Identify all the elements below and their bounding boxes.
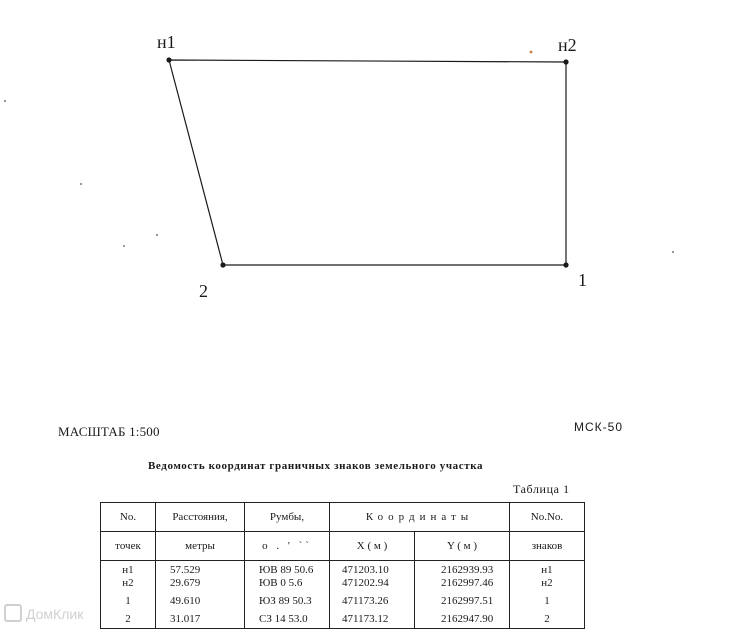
cell-sign: н2 <box>510 577 585 590</box>
parcel-boundary <box>169 60 566 265</box>
cell-point: н2 <box>101 577 156 590</box>
cell-y: 2162997.46 <box>415 577 510 590</box>
cell-x: 471173.26 <box>330 589 415 608</box>
cell-rumb: ЮЗ 89 50.3 <box>245 589 330 608</box>
cell-distance: 49.610 <box>156 589 245 608</box>
cell-point: н1 <box>101 561 156 577</box>
table-row <box>101 577 585 590</box>
header-distance: Расстояния, <box>156 503 245 532</box>
cell-x: 471173.12 <box>330 608 415 629</box>
cell-rumb: ЮВ 0 5.6 <box>245 577 330 590</box>
coordinate-system-label: МСК-50 <box>574 420 623 434</box>
cell-x: 471203.10 <box>330 561 415 577</box>
scan-speck <box>156 234 158 236</box>
cell-distance: 29.679 <box>156 577 245 590</box>
point-marker-n2 <box>563 59 568 64</box>
cell-y: 2162997.51 <box>415 589 510 608</box>
watermark <box>4 604 83 622</box>
point-label-2: 2 <box>199 281 208 301</box>
header-points: точек <box>101 532 156 561</box>
scan-speck <box>123 245 125 247</box>
cell-x: 471202.94 <box>330 577 415 590</box>
point-label-n2: н2 <box>558 35 577 55</box>
header-x: X ( м ) <box>330 532 415 561</box>
header-signs: знаков <box>510 532 585 561</box>
table-title: Ведомость координат граничных знаков земельного участка <box>148 460 484 472</box>
scan-speck <box>80 183 82 185</box>
scan-speck <box>530 51 533 54</box>
watermark-text: ДомКлик <box>26 606 84 622</box>
cell-sign: 2 <box>510 608 585 629</box>
header-point-no: No. <box>101 503 156 532</box>
cell-point: 1 <box>101 589 156 608</box>
scan-speck <box>4 100 6 102</box>
cell-sign: 1 <box>510 589 585 608</box>
table-number: Таблица 1 <box>513 482 570 496</box>
point-marker-n1 <box>166 57 171 62</box>
header-y: Y ( м ) <box>415 532 510 561</box>
scan-speck <box>672 251 674 253</box>
table-row <box>101 561 585 577</box>
table-row <box>101 608 585 629</box>
cell-distance: 31.017 <box>156 608 245 629</box>
point-marker-1 <box>563 262 568 267</box>
header-sign-no: No.No. <box>510 503 585 532</box>
scale-label: МАСШТАБ 1:500 <box>58 424 160 439</box>
header-meters: метры <box>156 532 245 561</box>
cell-y: 2162947.90 <box>415 608 510 629</box>
coordinates-table <box>100 502 585 629</box>
cell-sign: н1 <box>510 561 585 577</box>
cell-rumb: СЗ 14 53.0 <box>245 608 330 629</box>
header-coordinates: Координаты <box>330 503 510 532</box>
point-marker-2 <box>220 262 225 267</box>
domclick-logo-icon <box>4 604 22 622</box>
cell-y: 2162939.93 <box>415 561 510 577</box>
point-label-n1: н1 <box>157 32 176 52</box>
table-row <box>101 589 585 608</box>
header-degrees: о . ' `` <box>245 532 330 561</box>
cell-rumb: ЮВ 89 50.6 <box>245 561 330 577</box>
cell-distance: 57.529 <box>156 561 245 577</box>
header-rumb: Румбы, <box>245 503 330 532</box>
point-label-1: 1 <box>578 270 587 290</box>
cell-point: 2 <box>101 608 156 629</box>
